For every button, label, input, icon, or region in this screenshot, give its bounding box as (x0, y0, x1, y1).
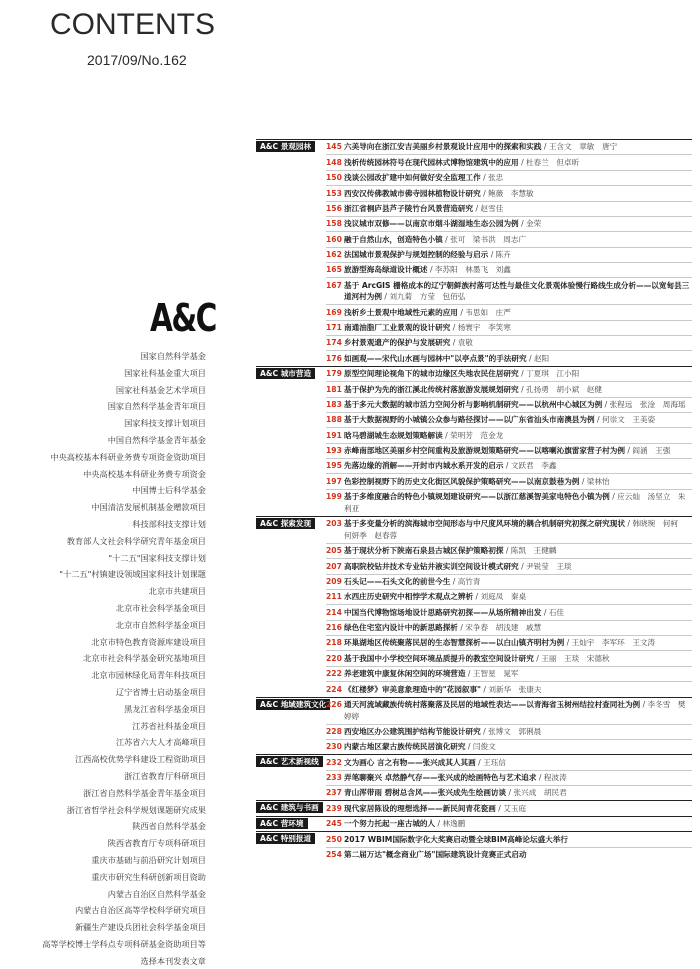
fund-item: 选择本刊发表文章 (140, 955, 206, 966)
fund-item: 国家科技支撑计划项目 (124, 418, 206, 429)
page-number: 250 (326, 834, 342, 844)
section-tag: A&C 建筑与书画 (256, 802, 323, 813)
toc-entry[interactable] (326, 248, 692, 263)
toc-entry[interactable] (326, 140, 692, 155)
page-number: 181 (326, 384, 342, 394)
article-authors: 尹锐莹 王琰 (526, 561, 572, 571)
author-separator: / (609, 492, 618, 502)
article-title: 西安汉传佛教城市佛寺园林植物设计研究 (344, 188, 481, 198)
author-separator: / (541, 142, 549, 152)
page-number: 245 (326, 819, 342, 829)
article-authors: 陈凯 王健麟 (510, 546, 557, 556)
article-title: 通天河流域藏族传统村落聚落及民居的地域性表达——以青海省玉树州结拉村查同社为例 (344, 699, 641, 709)
fund-item: 中国自然科学基金青年基金 (107, 434, 206, 445)
fund-item: 内蒙古自治区高等学校科学研究项目 (74, 905, 206, 916)
fund-item: 国家社科基金重大项目 (124, 367, 206, 378)
author-separator: / (564, 638, 572, 648)
toc-section (256, 831, 692, 862)
article-authors: 王珏信 (483, 757, 506, 767)
page-number: 222 (326, 669, 342, 679)
fund-item: 新疆生产建设兵团社会科学基金项目 (74, 922, 206, 933)
article-authors: 石佳 (548, 607, 565, 617)
author-separator: / (495, 803, 504, 813)
article-authors: 王灿宇 李军环 王文涛 (571, 638, 656, 648)
author-separator: / (442, 234, 451, 244)
article-authors: 林逸鹏 (442, 819, 466, 829)
toc-entry[interactable] (326, 559, 692, 574)
toc-entry[interactable] (326, 786, 692, 800)
article-authors: 荣明芳 范金龙 (450, 430, 504, 440)
article-title: 法国城市景观保护与规划控制的经验与启示 (344, 250, 489, 260)
article-title: 浅谈公园改扩建中如何做好安全监理工作 (344, 173, 481, 183)
article-authors: 闫俊文 (472, 742, 496, 752)
article-authors: 李苏阳 林墨飞 刘鑫 (434, 265, 511, 275)
article-title: 基于大数据视野的小城镇公众参与路径探讨——以广东省汕头市南澳县为例 (344, 415, 595, 425)
fund-item: 中央高校基本科研业务费专项资金 (83, 468, 206, 479)
fund-item: 北京市社会科学基金研究基地项目 (83, 653, 206, 664)
toc-entry[interactable] (326, 171, 692, 186)
toc-entry[interactable] (326, 517, 692, 544)
toc-entry[interactable] (326, 382, 692, 397)
toc-entry[interactable] (326, 232, 692, 247)
fund-item: 北京市特色教育资源库建设项目 (91, 636, 206, 647)
toc-section (256, 516, 692, 697)
toc-entry[interactable] (326, 817, 692, 831)
author-separator: / (457, 307, 466, 317)
page-number: 179 (326, 369, 342, 379)
section-tag: A&C 特别报道 (256, 833, 315, 844)
table-of-contents (256, 139, 692, 862)
toc-entry[interactable] (326, 217, 692, 232)
page-number: 165 (326, 265, 342, 275)
toc-entry[interactable] (326, 305, 692, 320)
fund-item: 北京市园林绿化局青年科技项目 (91, 670, 206, 681)
page-number: 191 (326, 430, 342, 440)
fund-item: 教育部人文社会科学研究青年基金项目 (66, 535, 206, 546)
article-title: 绿色住宅室内设计中的新思路探析 (344, 623, 458, 633)
toc-entry[interactable] (326, 490, 692, 516)
fund-item: 江苏省六大人才高峰项目 (115, 737, 206, 748)
article-authors: 金荣 (526, 219, 542, 229)
article-title: 六美导向在浙江安吉美丽乡村景观设计应用中的探索和实践 (344, 142, 542, 152)
article-title: 基于保护为先的浙江溪北传统村落旅游发展规划研究 (344, 384, 519, 394)
author-separator: / (450, 576, 458, 586)
article-authors: 李冬雪 樊婷婷 (344, 699, 686, 721)
article-title: 如画观——宋代山水画与园林中"以亭点景"的手法研究 (344, 353, 527, 363)
fund-item: 内蒙古自治区自然科学基金 (107, 888, 206, 899)
fund-item: 浙江省哲学社会科学规划课题研究成果 (66, 804, 206, 815)
fund-item: 重庆市基础与前沿研究计划项目 (91, 854, 206, 865)
page-number: 207 (326, 561, 342, 571)
toc-entry[interactable] (326, 755, 692, 770)
toc-entry[interactable] (326, 667, 692, 682)
page-number: 203 (326, 519, 342, 529)
page-number: 226 (326, 699, 342, 709)
toc-entry[interactable] (326, 590, 692, 605)
author-separator: / (480, 173, 489, 183)
page-number: 160 (326, 234, 342, 244)
fund-item: 陕西省教育厅专项科研项目 (107, 838, 206, 849)
toc-section (256, 697, 692, 755)
section-tag: A&C 景观园林 (256, 141, 315, 152)
article-authors: 梁林怡 (586, 476, 610, 486)
toc-entry[interactable] (326, 801, 692, 815)
author-separator: / (640, 699, 648, 709)
fund-item: 北京市共建项目 (148, 586, 206, 597)
toc-entry[interactable] (326, 202, 692, 217)
page-number: 174 (326, 338, 342, 348)
author-separator: / (602, 399, 610, 409)
page-number: 218 (326, 638, 342, 648)
page-number: 237 (326, 788, 342, 798)
article-authors: 阎涵 王强 (632, 446, 671, 456)
fund-item: 浙江省教育厅科研项目 (124, 770, 206, 781)
toc-entry[interactable] (326, 336, 692, 351)
page-title: CONTENTS (50, 8, 215, 41)
author-separator: / (526, 353, 534, 363)
article-title: 浙江省桐庐县芦子陵竹台风景营造研究 (344, 203, 474, 213)
fund-item: 国家社科基金艺术学项目 (115, 384, 206, 395)
article-authors: 赵雪佳 (480, 203, 504, 213)
fund-item: 黑龙江省科学基金项目 (124, 703, 206, 714)
author-separator: / (518, 561, 527, 571)
toc-section (256, 816, 692, 831)
section-tag: A&C 营环境 (256, 818, 308, 829)
page-number: 183 (326, 399, 342, 409)
toc-entry[interactable] (326, 444, 692, 459)
article-authors: 刘庭凤 秦桌 (480, 592, 527, 602)
article-authors: 刘九菊 方莹 包佰弘 (389, 292, 466, 302)
author-separator: / (480, 188, 489, 198)
toc-section (256, 754, 692, 800)
author-separator: / (518, 384, 527, 394)
article-authors: 陈卉 (495, 250, 511, 260)
page-number: 176 (326, 353, 342, 363)
page-number: 224 (326, 684, 342, 694)
article-title: 弄笔聊聚兴 卓然静气存——张兴成的绘画特色与艺术追求 (344, 773, 537, 783)
section-tag: A&C 艺术新视线 (256, 756, 323, 767)
toc-entry[interactable] (326, 367, 692, 382)
page-number: 239 (326, 803, 342, 813)
section-tag: A&C 探索发现 (256, 518, 315, 529)
article-title: 高职院校钻井技术专业钻井液实训空间设计模式研究 (344, 561, 519, 571)
author-separator: / (579, 476, 587, 486)
page-number: 167 (326, 280, 342, 290)
article-title: 乡村景观遗产的保护与发展研究 (344, 338, 451, 348)
fund-item: 中国清洁发展机制基金赠款项目 (91, 502, 206, 513)
toc-section (256, 366, 692, 516)
article-title: 现代家居陈设的理想选择——新民间青花瓷画 (344, 803, 496, 813)
article-authors: 袁敬 (457, 338, 473, 348)
page-number: 197 (326, 476, 342, 486)
page-number: 216 (326, 623, 342, 633)
toc-entry[interactable] (326, 621, 692, 636)
fund-item: 浙江省自然科学基金青年基金项目 (83, 787, 206, 798)
fund-item: 江西高校优势学科建设工程资助项目 (74, 754, 206, 765)
author-separator: / (442, 430, 451, 440)
fund-item: "十二五"村镇建设领域国家科技计划课题 (59, 569, 206, 580)
page-number: 188 (326, 415, 342, 425)
article-authors: 艾玉庭 (503, 803, 527, 813)
article-authors: 张忠 (488, 173, 504, 183)
article-title: 《红楼梦》审美意象理造中的"花园叙事" (344, 684, 482, 694)
fund-item: 北京市社会科学基金项目 (115, 602, 206, 613)
article-title: 文为画心 言之有物——张兴成其人其画 (344, 757, 476, 767)
toc-entry[interactable] (326, 278, 692, 305)
toc-entry[interactable] (326, 698, 692, 725)
article-title: 基于多变量分析的滨海城市空间形态与中尺度风环境的耦合机制研究初探之研究现状 (344, 519, 625, 529)
page-number: 169 (326, 307, 342, 317)
article-authors: 王丽 王琰 宋德秋 (541, 653, 610, 663)
toc-entry[interactable] (326, 725, 692, 740)
toc-entry[interactable] (326, 605, 692, 620)
toc-entry[interactable] (326, 636, 692, 651)
toc-entry[interactable] (326, 398, 692, 413)
page-number: 209 (326, 576, 342, 586)
article-title: 青山浑带雨 碧树总含风——张兴成先生绘画访谈 (344, 788, 507, 798)
article-title: 晗马碧湖城生态规划策略解读 (344, 430, 443, 440)
toc-entry[interactable] (326, 575, 692, 590)
article-authors: 张可 梁书洪 周志广 (450, 234, 527, 244)
author-separator: / (465, 669, 473, 679)
fund-item: 北京市自然科学基金项目 (115, 619, 206, 630)
article-title: 基于现状分析下陕南石泉县古城区保护策略初探 (344, 546, 504, 556)
article-authors: 宋争春 胡浅建 戚慧 (465, 623, 542, 633)
page-number: 228 (326, 726, 342, 736)
page-number: 150 (326, 173, 342, 183)
article-title: 浅析传统园林符号在现代园林式博物馆建筑中的应用 (344, 157, 519, 167)
page-number: 195 (326, 461, 342, 471)
page-number: 233 (326, 773, 342, 783)
page-number: 211 (326, 592, 342, 602)
section-tag: A&C 地域建筑文化 (256, 699, 330, 710)
author-separator: / (465, 742, 473, 752)
author-separator: / (624, 446, 633, 456)
toc-entry[interactable] (326, 740, 692, 754)
author-separator: / (503, 546, 511, 556)
author-separator: / (435, 819, 443, 829)
fund-item: 陕西省自然科学基金 (132, 821, 206, 832)
article-authors: 鲍薇 李慧敏 (488, 188, 534, 198)
page-number: 145 (326, 142, 342, 152)
article-title: 内蒙古地区蒙古族传统民居演化研究 (344, 742, 466, 752)
page-number: 158 (326, 219, 342, 229)
article-authors: 赵阳 (533, 353, 550, 363)
article-authors: 杨寰宇 李笑寒 (457, 323, 511, 333)
article-title: 中国当代博物馆场地设计思路研究初探——从场所精神出发 (344, 607, 542, 617)
author-separator: / (518, 369, 527, 379)
author-separator: / (450, 338, 458, 348)
article-authors: 张博文 郭俐晨 (488, 726, 542, 736)
article-authors: 韦思如 庄严 (465, 307, 511, 317)
author-separator: / (533, 653, 542, 663)
article-authors: 张兴成 胡民君 (513, 788, 567, 798)
author-separator: / (488, 250, 496, 260)
toc-entry[interactable] (326, 832, 692, 847)
page-number: 199 (326, 492, 342, 502)
author-separator: / (518, 219, 527, 229)
page-number: 220 (326, 653, 342, 663)
article-title: 色彩控制视野下的历史文化街区风貌保护策略研究——以南京鼓巷为例 (344, 476, 580, 486)
article-title: 赤峰南部地区美丽乡村空间重构及旅游规划策略研究——以喀喇沁旗雷家营子村为例 (344, 446, 625, 456)
article-authors: 应云灿 汤坚立 朱利亚 (344, 492, 686, 513)
journal-logo: A&C (150, 296, 216, 340)
fund-item: 科技部科技支撑计划 (132, 518, 206, 529)
author-separator: / (473, 203, 481, 213)
article-title: 浅析乡土景观中地域性元素的应用 (344, 307, 458, 317)
article-title: 融于自然山水，创造特色小镇 (344, 234, 443, 244)
page-number: 193 (326, 446, 342, 456)
article-authors: 孔扬勇 胡小斌 赵健 (526, 384, 602, 394)
toc-entry[interactable] (326, 263, 692, 278)
article-authors: 丁夏琪 江小阳 (526, 369, 580, 379)
article-title: 2017 WBIM国际数字化大奖赛启动暨全球BIM高峰论坛盛大举行 (344, 834, 568, 844)
author-separator: / (473, 592, 481, 602)
article-title: 一个努力托起一座古城的人 (344, 819, 436, 829)
page-number: 230 (326, 742, 342, 752)
article-title: 基于多元大数据的城市活力空间分析与影响机制研究——以杭州中心城区为例 (344, 399, 603, 409)
fund-item: 国家自然科学基金 (140, 351, 206, 361)
article-title: 环巢湖地区传统聚落民居的生态智慧探析——以白山镇齐明村为例 (344, 638, 565, 648)
article-title: 浅议城市双修——以南京市烟斗湖湿地生态公园为例 (344, 219, 519, 229)
article-authors: 刘新华 张康夫 (488, 684, 542, 694)
toc-entry[interactable] (326, 771, 692, 786)
toc-entry[interactable] (326, 428, 692, 443)
article-title: 旅游型海岛绿道设计概述 (344, 265, 428, 275)
toc-entry[interactable] (326, 351, 692, 365)
article-title: 养老建筑中康复休闲空间的环境营造 (344, 669, 466, 679)
toc-entry[interactable] (326, 651, 692, 666)
toc-entry[interactable] (326, 321, 692, 336)
author-separator: / (536, 773, 544, 783)
author-separator: / (541, 607, 549, 617)
page-number: 148 (326, 157, 342, 167)
author-separator: / (427, 265, 435, 275)
toc-entry[interactable] (326, 459, 692, 474)
fund-item: 江苏省社科基金项目 (132, 720, 206, 731)
author-separator: / (480, 726, 489, 736)
author-separator: / (518, 157, 527, 167)
author-separator: / (506, 788, 514, 798)
page-number: 171 (326, 323, 342, 333)
article-title: 基于 ArcGIS 栅格成本的辽宁朝鲜族村落可达性与最佳文化景观体验慢行路线生成分析——以宽甸县三道河村为例 (344, 280, 690, 302)
toc-section (256, 800, 692, 815)
page-number: 232 (326, 757, 342, 767)
article-authors: 文跃君 李鑫 (510, 461, 557, 471)
article-title: 西安地区办公建筑围护结构节能设计研究 (344, 726, 481, 736)
author-separator: / (481, 684, 489, 694)
article-title: 水西庄历史研究中相悖学术观点之辨析 (344, 592, 474, 602)
page-number: 214 (326, 607, 342, 617)
toc-entry[interactable] (326, 848, 692, 862)
toc-entry[interactable] (326, 682, 692, 696)
article-authors: 程波涛 (543, 773, 567, 783)
author-separator: / (381, 292, 390, 302)
author-separator: / (475, 757, 484, 767)
page-number: 162 (326, 250, 342, 260)
funding-list (0, 348, 206, 969)
article-title: 南通油脂厂工业景观的设计研究 (344, 323, 451, 333)
article-authors: 张程远 张淦 周海瑶 (609, 399, 686, 409)
author-separator: / (450, 323, 458, 333)
article-authors: 韩晓琬 何柯 何妍季 赵春蓉 (344, 519, 686, 540)
author-separator: / (457, 623, 466, 633)
author-separator: / (503, 461, 511, 471)
author-separator: / (624, 519, 633, 529)
fund-item: 中央高校基本科研业务费专项资金资助项目 (50, 451, 206, 462)
article-title: 基于多维度融合的特色小镇规划建设研究——以浙江慈溪智美家电特色小镇为例 (344, 492, 610, 502)
issue-number: 2017/09/No.162 (87, 52, 187, 68)
fund-item: 中国博士后科学基金 (132, 485, 206, 496)
article-title: 先落边缘的消解——开封市内城水系开发的启示 (344, 461, 504, 471)
article-title: 石头记——石头文化的前世今生 (344, 576, 451, 586)
article-authors: 杜春兰 但卓昕 (526, 157, 580, 167)
article-authors: 何崇文 王美姿 (601, 415, 656, 425)
page-number: 153 (326, 188, 342, 198)
author-separator: / (594, 415, 602, 425)
fund-item: 重庆市研究生科研创新项目资助 (91, 871, 206, 882)
article-authors: 高竹青 (457, 576, 481, 586)
fund-item: 辽宁省博士启动基金项目 (115, 686, 206, 697)
toc-section (256, 139, 692, 366)
page-number: 156 (326, 203, 342, 213)
page-number: 205 (326, 546, 342, 556)
article-title: 第二届万达"概念商业广场"国际建筑设计竞赛正式启动 (344, 849, 527, 859)
toc-entry[interactable] (326, 544, 692, 559)
toc-entry[interactable] (326, 186, 692, 201)
section-tag: A&C 城市营造 (256, 368, 315, 379)
fund-item: "十二五"国家科技支撑计划 (108, 552, 206, 563)
article-authors: 王智星 晁军 (472, 669, 519, 679)
toc-entry[interactable] (326, 413, 692, 428)
toc-entry[interactable] (326, 155, 692, 170)
page-number: 254 (326, 849, 342, 859)
fund-item: 国家自然科学基金青年项目 (107, 401, 206, 412)
article-authors: 王含文 章敏 唐宁 (548, 142, 618, 152)
article-title: 原型空间理论视角下的城市边缘区失地农民住居研究 (344, 369, 519, 379)
fund-item: 高等学校博士学科点专项科研基金资助项目等 (42, 938, 206, 949)
article-title: 基于我国中小学校空间环境品质提升的教室空间设计研究 (344, 653, 534, 663)
toc-entry[interactable] (326, 474, 692, 489)
